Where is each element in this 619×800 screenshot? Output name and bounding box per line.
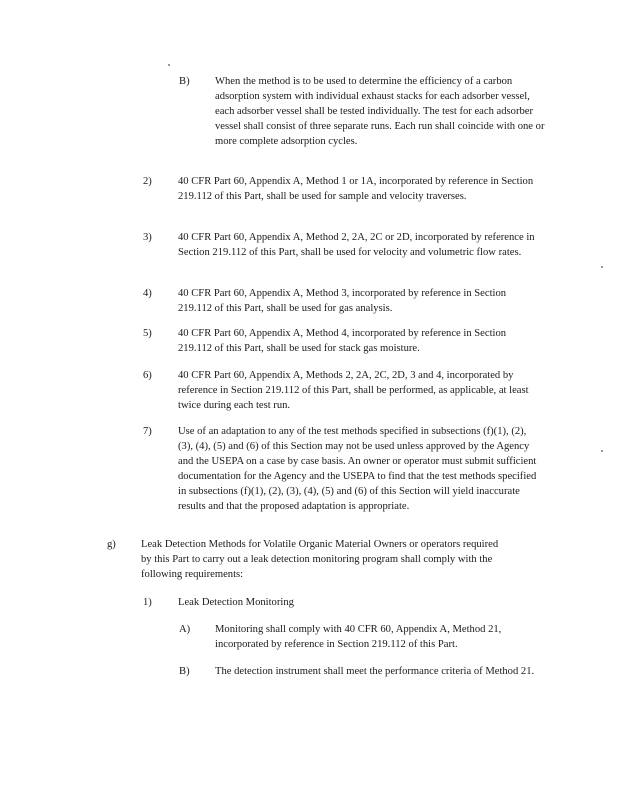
item-text: Monitoring shall comply with 40 CFR 60, Appendix A, Method 21, incorporated by reference in Section 219.112 of this Part.: [215, 624, 502, 650]
item-text: Use of an adaptation to any of the test methods specified in subsections (f)(1), (2), (3), (4), (5) and (6) of this Section may not be used unless approved by the Agency and the USEPA on a case by case basis. An owner or operator must submit sufficient documentation for the Agency and the USEPA to find that the test methods specified in subsections (f)(1), (2), (3), (4), (5) and (6) of this Section will yield inaccurate results and that the proposed adaptation is appropriate.: [178, 426, 537, 512]
item-label: A): [179, 624, 191, 635]
scan-speck: [601, 266, 603, 268]
item-text: 40 CFR Part 60, Appendix A, Method 3, incorporated by reference in Section 219.112 of this Part, shall be used for gas analysis.: [178, 288, 507, 314]
item-text: Leak Detection Monitoring: [178, 597, 294, 608]
item-label: 5): [143, 328, 152, 339]
item-label: 7): [143, 426, 152, 437]
item-label: 3): [143, 232, 152, 243]
item-label: 4): [143, 288, 152, 299]
item-label: 2): [143, 176, 152, 187]
item-text: 40 CFR Part 60, Appendix A, Method 1 or 1A, incorporated by reference in Section 219.112 of this Part, shall be used for sample and velocity traverses.: [178, 176, 534, 202]
item-label: 1): [143, 597, 152, 608]
item-label: B): [179, 76, 190, 87]
item-label: g): [107, 539, 116, 550]
item-text: The detection instrument shall meet the performance criteria of Method 21.: [215, 666, 535, 677]
item-text: 40 CFR Part 60, Appendix A, Method 4, incorporated by reference in Section 219.112 of this Part, shall be used for stack gas moisture.: [178, 328, 507, 354]
item-text: 40 CFR Part 60, Appendix A, Methods 2, 2A, 2C, 2D, 3 and 4, incorporated by reference in Section 219.112 of this Part, shall be performed, as applicable, at least twice during each test run.: [178, 370, 529, 411]
item-label: 6): [143, 370, 152, 381]
item-label: B): [179, 666, 190, 677]
scan-speck: [601, 450, 603, 452]
scan-speck: [168, 64, 170, 66]
item-text: When the method is to be used to determine the efficiency of a carbon adsorption system with individual exhaust stacks for each adsorber vessel, each adsorber vessel shall be tested individually. The test for each adsorber vessel shall consist of three separate runs. Each run shall coincide with one or more complete adsorption cycles.: [215, 76, 545, 147]
item-text: 40 CFR Part 60, Appendix A, Method 2, 2A, 2C or 2D, incorporated by reference in Section 219.112 of this Part, shall be used for velocity and volumetric flow rates.: [178, 232, 535, 258]
item-text: Leak Detection Methods for Volatile Organic Material Owners or operators required by this Part to carry out a leak detection monitoring program shall comply with the following requirements:: [141, 539, 499, 580]
